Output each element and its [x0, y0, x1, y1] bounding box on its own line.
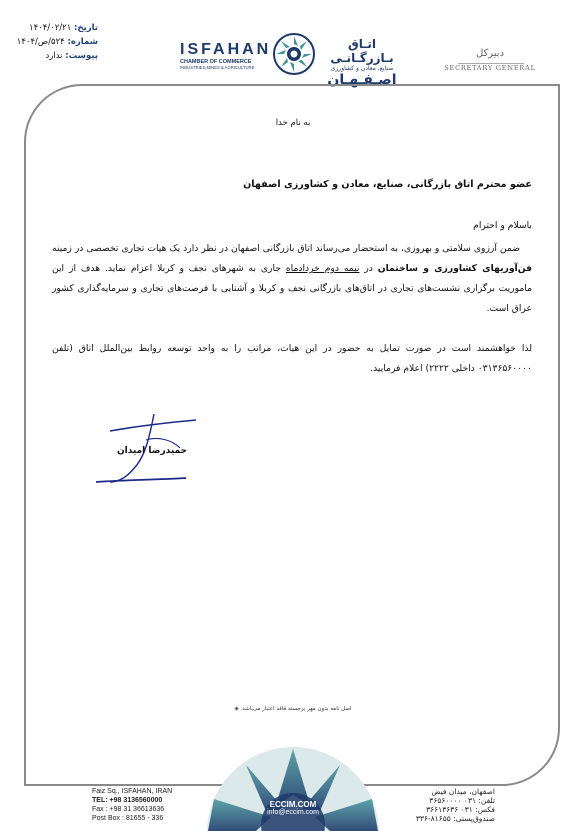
secretariat-block: [440, 48, 540, 72]
signatory-name: حمیدرضا امیدان: [116, 446, 188, 456]
footer-site: ECCIM.COM: [269, 800, 317, 809]
footer-fax-fa: فکس: ۰۳۱ ۳۶۶۱۳۶۳۶: [426, 805, 495, 814]
logo-persian: [316, 37, 408, 88]
logo-fa-line3: اصـفـهـان: [327, 72, 397, 88]
recipient-line: عضو محترم اتاق بازرگانی، صنایع، معادن و کشاورزی اصفهان: [243, 179, 532, 190]
footer-address-en: Faiz Sq., ISFAHAN, IRAN: [92, 788, 173, 795]
validity-note: [200, 706, 386, 712]
logo-en-line1: CHAMBER OF COMMERCE: [180, 59, 252, 65]
logo-en-title: ISFAHAN: [180, 41, 272, 58]
footer-address-fa: اصفهان، میدان فیض: [431, 787, 495, 796]
chamber-emblem-icon: [272, 32, 316, 76]
logo-fa-line2: صنایع، معادن و کشاورزی: [330, 65, 394, 72]
para1-bold: فن‌آوریهای کشاورزی و ساختمان: [377, 263, 532, 274]
secretariat-divider: [458, 63, 524, 64]
para1-underlined: نیمه دوم خردادماه: [285, 263, 360, 274]
number-value: ۵۲۴/ص/۱۴۰۴: [16, 37, 65, 47]
number-label: شماره:: [67, 37, 98, 47]
secretariat-fa: دبیرکل: [475, 48, 505, 59]
footer-tel-en: TEL: +98 3136560000: [92, 797, 163, 804]
date-value: ۱۴۰۴/۰۲/۲۱: [29, 23, 72, 33]
footer-contact-fa: [395, 787, 495, 823]
secretariat-en: SECRETARY GENERAL: [444, 64, 536, 72]
date-label: تاریخ:: [74, 23, 98, 33]
footer-fax-en: Fax : +98 31 36613636: [92, 806, 165, 813]
bullet-icon: ◈: [234, 706, 239, 712]
body-paragraph-1: [52, 239, 532, 319]
attachment-label: پیوست:: [65, 51, 98, 61]
footer-email: info@eccim.com: [267, 809, 319, 816]
logo-english: [180, 41, 280, 70]
footer-emblem-decoration: [186, 745, 400, 831]
para1-text-a: ضمن آرزوی سلامتی و بهروزی، به استحضار می‌رساند اتاق بازرگانی اصفهان در نظر دارد یک هیات تجاری تخصصی در زمینه: [52, 243, 520, 254]
body-paragraph-2: لذا خواهشمند است در صورت تمایل به حضور در این هیات، مراتب را به واحد توسعه روابط بین‌الملل اتاق (تلفن ۰۳۱۳۶۵۶۰۰۰۰ داخلی ۲۲۲۲) اعلام فرمایید.: [52, 343, 532, 374]
attachment-row: [8, 49, 98, 63]
greeting: باسلام و احترام: [473, 220, 532, 231]
attachment-value: ندارد: [45, 51, 63, 61]
para1-text-c: جاری به شهرهای نجف و کربلا اعزام نماید. هدف از این ماموریت برگزاری نشست‌های تجاری در اتاق‌های بازرگانی نجف و کربلا و آشنایی با فرصت‌های تجاری و سرمایه‌گذاری کشور عراق است.: [52, 263, 532, 314]
logo-fa-line1: اتـاق بـازرگـانـی: [330, 37, 394, 65]
date-row: [8, 21, 98, 35]
validity-note-text: اصل نامه بدون مهر برجسته فاقد اعتبار می‌باشد.: [240, 706, 352, 712]
para1-text-b: در: [359, 263, 378, 274]
number-row: [8, 35, 98, 49]
footer-pobox-en: Post Box : 81655 - 336: [92, 815, 164, 822]
footer-contact-en: [92, 787, 212, 823]
invocation: به نام خدا: [275, 118, 311, 128]
letter-meta: [8, 21, 98, 63]
footer-tel-fa: تلفن: ۰۳۱ ۳۶۵۶۰۰۰۰: [429, 796, 495, 805]
footer-pobox-fa: صندوق‌پستی: ۸۱۶۵۵-۳۳۶: [415, 814, 495, 823]
footer-site-block: [246, 800, 340, 816]
logo-en-line2: INDUSTRIES,MINES & AGRICULTURE: [180, 65, 255, 70]
